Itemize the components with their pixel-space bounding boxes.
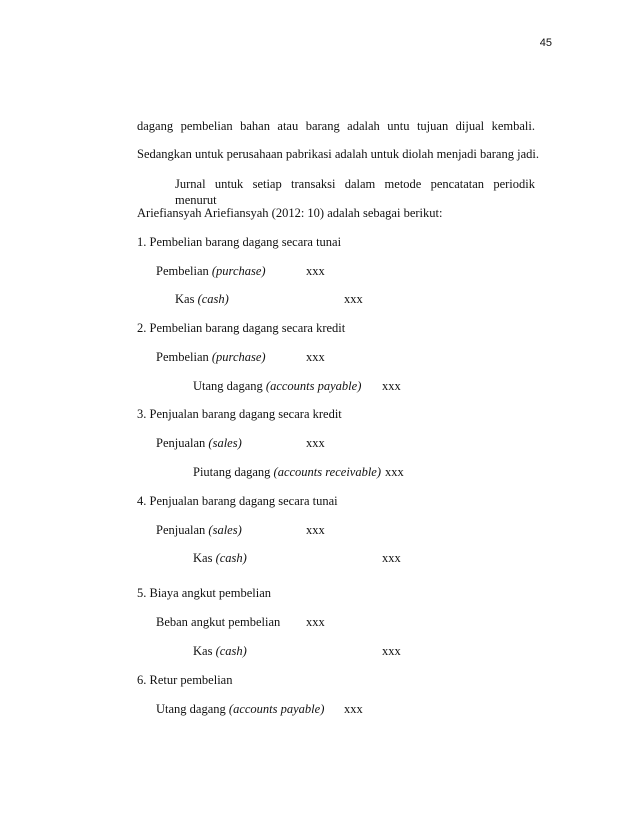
- item-6-debit-amount: xxx: [344, 702, 363, 716]
- item-5-debit-account: Beban angkut pembelian: [156, 615, 281, 629]
- item-3-heading: 3. Penjualan barang dagang secara kredit: [137, 407, 342, 421]
- item-2-debit-amount: xxx: [306, 350, 325, 364]
- item-3-debit-amount: xxx: [306, 436, 325, 450]
- paragraph-line-3: Jurnal untuk setiap transaksi dalam metode pencatatan periodik menurut: [175, 177, 535, 207]
- item-5-credit-account: Kas (cash): [193, 644, 247, 658]
- item-1-debit-account: Pembelian (purchase): [156, 264, 266, 278]
- item-1-credit-account: Kas (cash): [175, 292, 229, 306]
- item-5-heading: 5. Biaya angkut pembelian: [137, 586, 271, 600]
- item-3-credit-amount: xxx: [385, 465, 404, 479]
- item-5-credit-amount: xxx: [382, 644, 401, 658]
- item-3-credit-account: Piutang dagang (accounts receivable): [193, 465, 382, 479]
- item-1-credit-amount: xxx: [344, 292, 363, 306]
- item-4-heading: 4. Penjualan barang dagang secara tunai: [137, 494, 338, 508]
- paragraph-line-4: Ariefiansyah Ariefiansyah (2012: 10) adalah sebagai berikut:: [137, 206, 443, 220]
- page-number: 45: [539, 37, 552, 49]
- item-5-debit-amount: xxx: [306, 615, 325, 629]
- item-2-credit-amount: xxx: [382, 379, 401, 393]
- paragraph-line-1: dagang pembelian bahan atau barang adalah untu tujuan dijual kembali.: [137, 119, 535, 133]
- item-4-debit-account: Penjualan (sales): [156, 523, 242, 537]
- item-4-credit-account: Kas (cash): [193, 551, 247, 565]
- item-2-debit-account: Pembelian (purchase): [156, 350, 266, 364]
- paragraph-line-2: Sedangkan untuk perusahaan pabrikasi adalah untuk diolah menjadi barang jadi.: [137, 147, 539, 161]
- item-3-debit-account: Penjualan (sales): [156, 436, 242, 450]
- item-2-heading: 2. Pembelian barang dagang secara kredit: [137, 321, 346, 335]
- item-4-debit-amount: xxx: [306, 523, 325, 537]
- item-6-debit-account: Utang dagang (accounts payable): [156, 702, 325, 716]
- item-2-credit-account: Utang dagang (accounts payable): [193, 379, 362, 393]
- item-4-credit-amount: xxx: [382, 551, 401, 565]
- item-1-debit-amount: xxx: [306, 264, 325, 278]
- item-1-heading: 1. Pembelian barang dagang secara tunai: [137, 235, 342, 249]
- item-6-heading: 6. Retur pembelian: [137, 673, 233, 687]
